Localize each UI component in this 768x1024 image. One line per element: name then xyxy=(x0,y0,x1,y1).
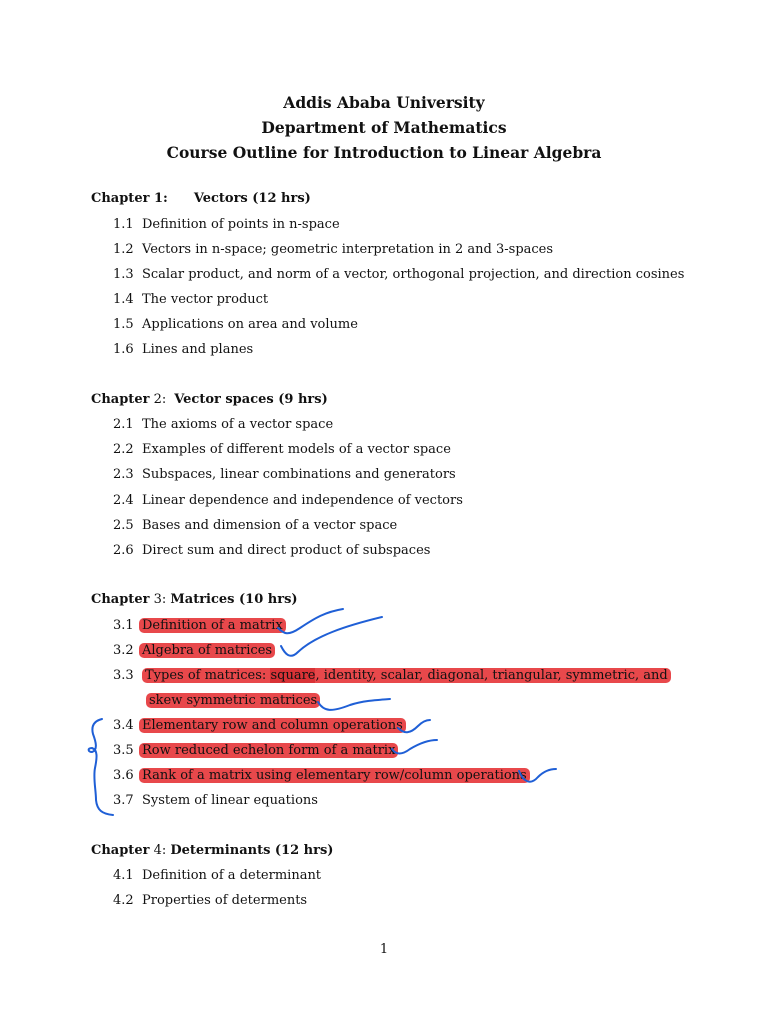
chapter-3-heading: Chapter 3: Matrices (10 hrs) xyxy=(91,592,298,607)
document-page: Addis Ababa University Department of Mathematics Course Outline for Introduction to Linear Algebra Chapter 1: Vectors (12 hrs) 1.1 Definition of points in n-space 1.2 Vectors in n-space; geometric interpretation in 2 and 3-spaces 1.3 Scalar product, and norm of a vector, orthogonal projection, and direction cosines 1.4 The vector product 1.5 Applications on area and volume 1.6 Lines and planes Chapter 2: Vector spaces (9 hrs) 2.1 The axioms of a vector space 2.2 Examples of different models of a vector space 2.3 Subspaces, linear combinations and generators 2.4 Linear dependence and independence of vectors 2.5 Bases and dimension of a vector space 2.6 Direct sum and direct product of subspaces Chapter 3: Matrices (10 hrs) 3.1 Definition of a matrix 3.2 Algebra of matrices 3.3 Types of matrices: square, identity, scalar, diagonal, triangular, symmetric, and skew symmetric matrices 3.4 Elementary row and column operations 3.5 Row reduced echelon form of a matrix 3.6 Rank of a matrix using elementary row/column operations 3.7 System of linear equations Chapter 4: Determinants (12 hrs) 4.1 Definition of a determinant 4.2 Properties of determents 1 xyxy=(0,0,768,1024)
course-title: Course Outline for Introduction to Linear Algebra xyxy=(166,143,602,162)
checkmark-annotation xyxy=(278,609,343,633)
university-title: Addis Ababa University xyxy=(283,93,485,112)
chapter-4-heading: Chapter 4: Determinants (12 hrs) xyxy=(91,843,334,858)
brace-annotation xyxy=(89,719,113,815)
page-number: 1 xyxy=(379,942,389,957)
list-item-text-continuation: skew symmetric matrices xyxy=(146,692,682,710)
checkmark-annotation xyxy=(281,617,382,656)
checkmark-annotation xyxy=(392,740,437,754)
department-title: Department of Mathematics xyxy=(261,118,507,137)
chapter-1-heading: Chapter 1: Vectors (12 hrs) xyxy=(91,191,311,206)
chapter-2-heading: Chapter 2: Vector spaces (9 hrs) xyxy=(91,392,328,407)
list-item-text-multiline: Types of matrices: square, identity, scalar, diagonal, triangular, symmetric, and xyxy=(142,667,678,685)
